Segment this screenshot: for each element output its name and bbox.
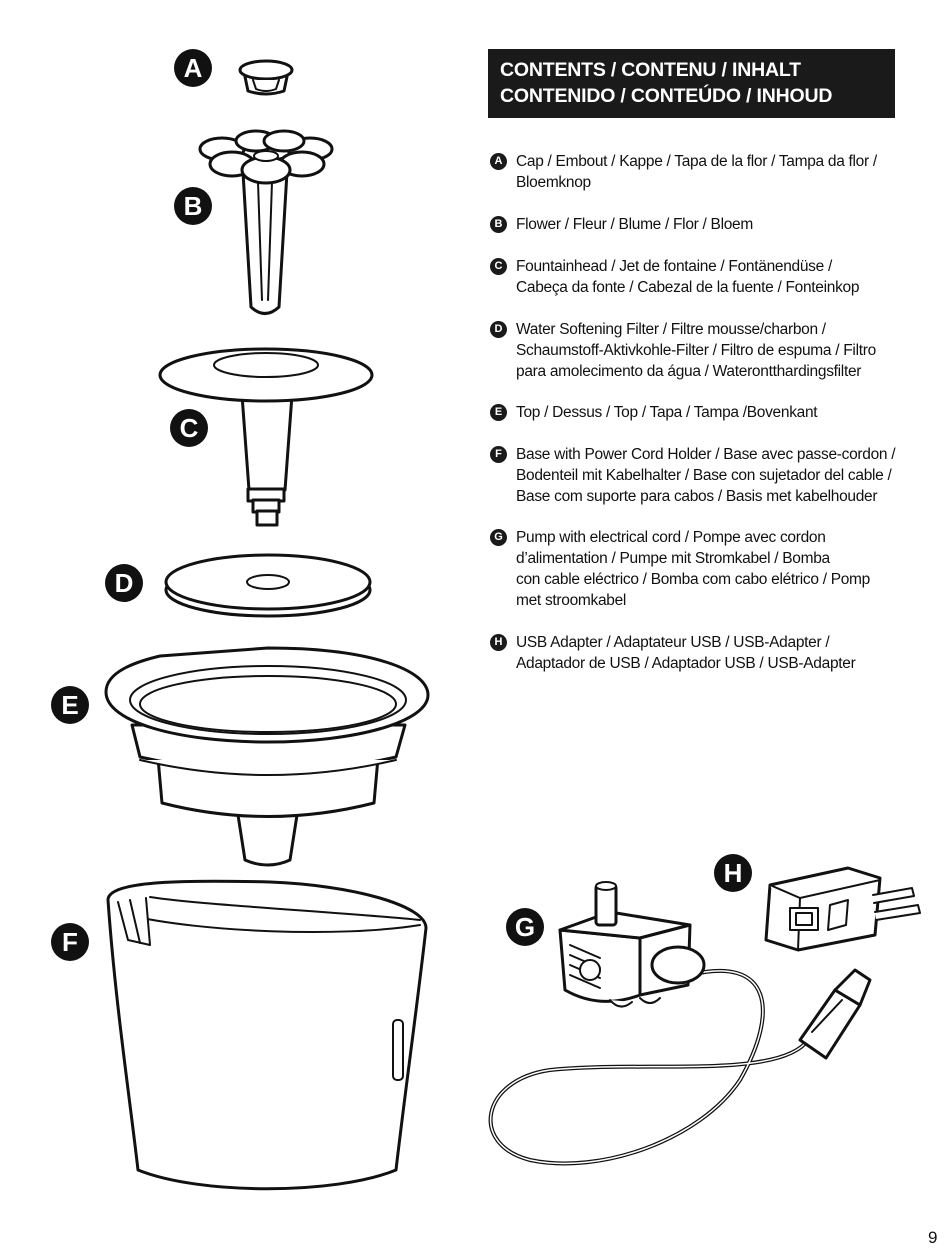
part-description: [516, 151, 877, 193]
callout-letter: B: [183, 191, 203, 221]
part-badge: D: [490, 321, 507, 338]
part-badge: A: [490, 153, 507, 170]
part-description: [516, 214, 753, 235]
callout-letter: H: [723, 858, 743, 888]
callout-letter: A: [183, 53, 203, 83]
header-line: CONTENTS / CONTENU / INHALT: [500, 59, 801, 81]
description-line: Base with Power Cord Holder / Base avec passe-cordon /: [516, 446, 896, 463]
description-line: Cap / Embout / Kappe / Tapa de la flor / Tampa da flor /: [516, 153, 877, 170]
part-description: [516, 319, 876, 382]
description-line: USB Adapter / Adaptateur USB / USB-Adapter /: [516, 634, 830, 651]
description-line: Schaumstoff-Aktivkohle-Filter / Filtro de espuma / Filtro: [516, 342, 876, 359]
description-line: Adaptador de USB / Adaptador USB / USB-Adapter: [516, 655, 856, 672]
callout-c: [170, 409, 208, 447]
part-description: [516, 632, 855, 674]
part-badge: G: [490, 529, 507, 546]
description-line: Base com suporte para cabos / Basis met kabelhouder: [516, 488, 878, 505]
part-item-f: [488, 444, 895, 507]
description-line: Top / Dessus / Top / Tapa / Tampa /Bovenkant: [516, 404, 818, 421]
part-badge: B: [490, 216, 507, 233]
description-line: Flower / Fleur / Blume / Flor / Bloem: [516, 216, 753, 233]
top-drawing: [106, 648, 428, 865]
part-item-a: [488, 151, 877, 193]
callout-letter: F: [62, 927, 78, 957]
part-badge: E: [490, 404, 507, 421]
part-item-g: [488, 527, 870, 611]
description-line: Fountainhead / Jet de fontaine / Fontänendüse /: [516, 258, 832, 275]
callout-d: [105, 564, 143, 602]
part-item-h: [488, 632, 855, 674]
description-line: Bloemknop: [516, 174, 591, 191]
description-line: con cable eléctrico / Bomba com cabo elétrico / Pomp: [516, 571, 870, 588]
description-line: met stroomkabel: [516, 592, 627, 609]
description-line: Pump with electrical cord / Pompe avec cordon: [516, 529, 826, 546]
usb-adapter-drawing: [766, 868, 920, 950]
part-description: [516, 527, 870, 611]
flower-drawing: [200, 131, 332, 314]
description-line: Water Softening Filter / Filtre mousse/charbon /: [516, 321, 826, 338]
header-line: CONTENIDO / CONTEÚDO / INHOUD: [500, 85, 833, 107]
description-line: Bodenteil mit Kabelhalter / Base con sujetador del cable /: [516, 467, 892, 484]
callout-b: [174, 187, 212, 225]
part-item-c: [488, 256, 859, 298]
usb-plug-drawing: [800, 970, 870, 1058]
part-item-b: [488, 214, 753, 235]
contents-header: [488, 49, 895, 118]
part-item-d: [488, 319, 876, 382]
callout-g: [506, 908, 544, 946]
part-badge: C: [490, 258, 507, 275]
part-description: [516, 444, 895, 507]
part-description: [516, 402, 817, 423]
callout-letter: E: [61, 690, 79, 720]
part-badge: F: [490, 446, 507, 463]
callout-a: [174, 49, 212, 87]
callout-letter: D: [114, 568, 134, 598]
base-drawing: [108, 881, 426, 1189]
part-badge: H: [490, 634, 507, 651]
description-line: d’alimentation / Pumpe mit Stromkabel / Bomba: [516, 550, 830, 567]
page-number: 9: [928, 1228, 938, 1247]
callout-f: [51, 923, 89, 961]
description-line: Cabeça da fonte / Cabezal de la fuente / Fonteinkop: [516, 279, 860, 296]
callout-letter: G: [514, 912, 536, 942]
filter-drawing: [166, 555, 370, 616]
part-description: [516, 256, 859, 298]
callout-h: [714, 854, 752, 892]
part-item-e: [488, 402, 817, 423]
description-line: para amolecimento da água / Waterontthardingsfilter: [516, 363, 862, 380]
cap-drawing: [240, 61, 292, 94]
callout-letter: C: [179, 413, 199, 443]
callout-e: [51, 686, 89, 724]
